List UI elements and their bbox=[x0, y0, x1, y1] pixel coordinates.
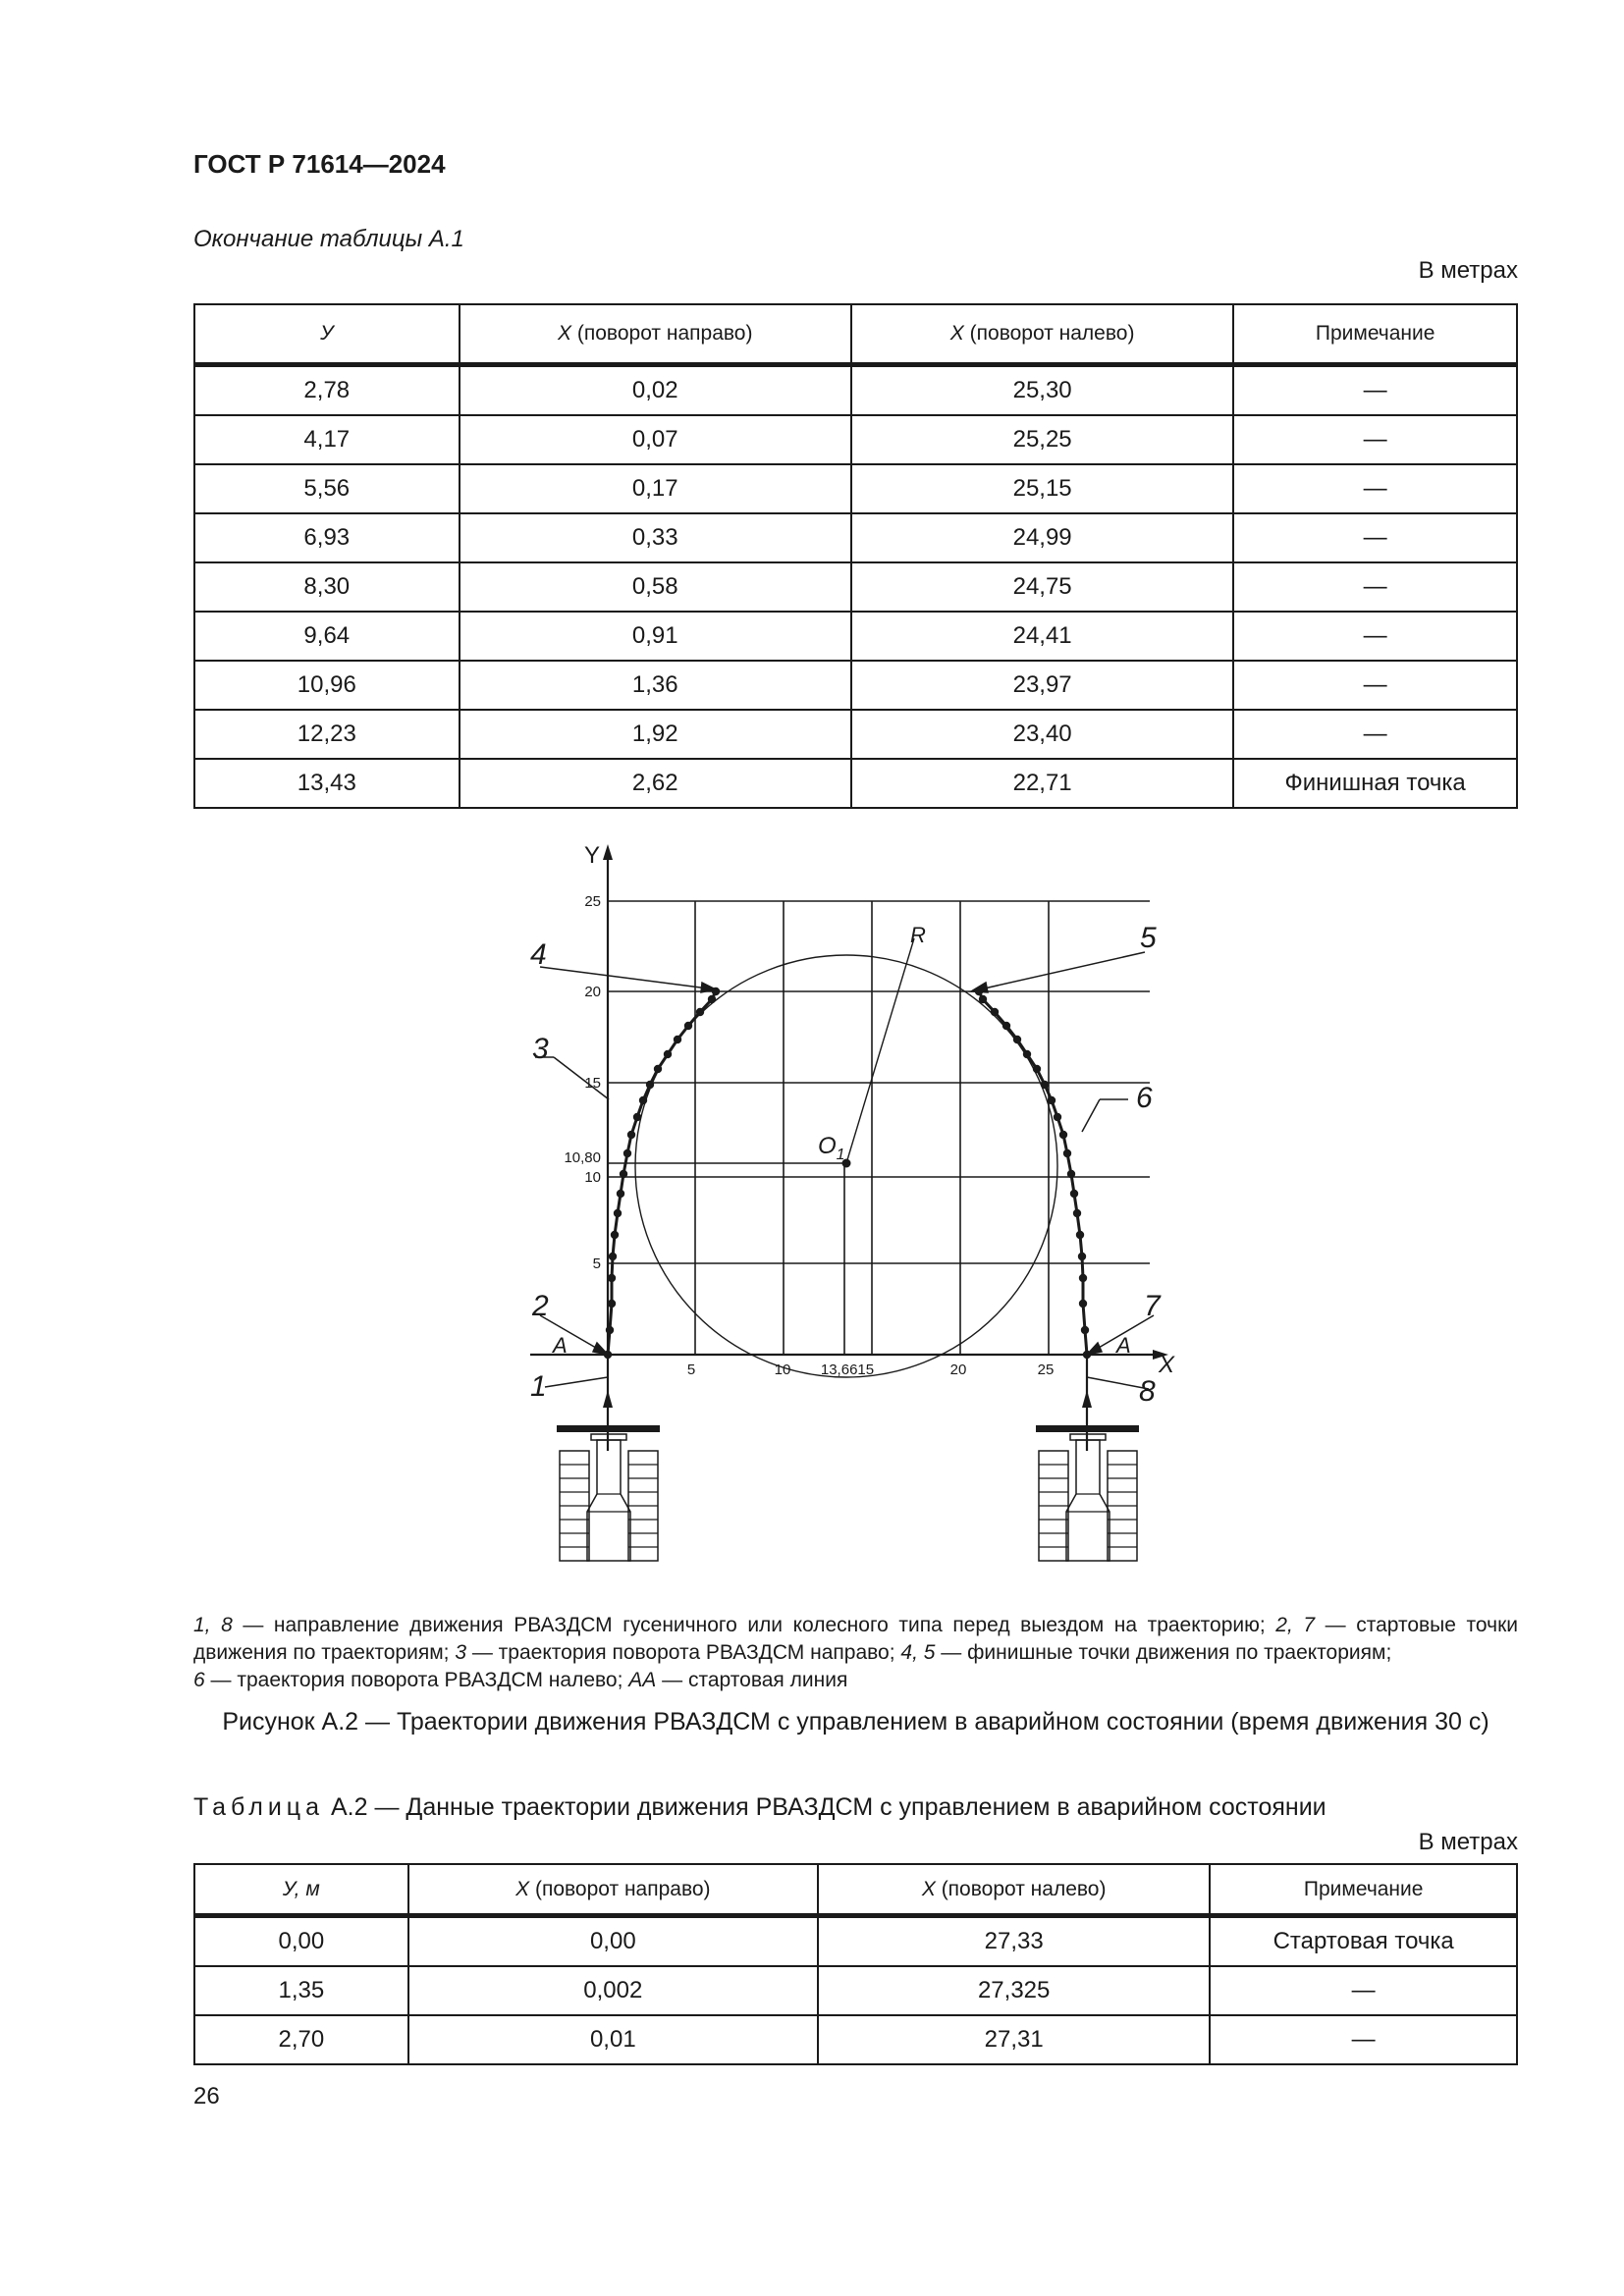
table-cell: — bbox=[1233, 562, 1517, 612]
table-cell: 25,15 bbox=[851, 464, 1233, 513]
callout-4: 4 bbox=[530, 938, 547, 971]
table-cell: 23,40 bbox=[851, 710, 1233, 759]
table-cell: 8,30 bbox=[194, 562, 460, 612]
table-row bbox=[194, 661, 1517, 710]
start-line-label-right: A bbox=[1116, 1333, 1131, 1358]
trajectory-point bbox=[1079, 1300, 1087, 1308]
table-row bbox=[194, 759, 1517, 808]
figure-caption: Рисунок А.2 — Траектории движения РВАЗДСМ с управлением в аварийном состоянии (время движения 30 с) bbox=[222, 1708, 1489, 1735]
callout-7: 7 bbox=[1144, 1290, 1161, 1322]
table2-units: В метрах bbox=[1418, 1829, 1518, 1855]
callout-3: 3 bbox=[532, 1033, 549, 1065]
trajectory-point bbox=[654, 1065, 662, 1073]
callout-6: 6 bbox=[1136, 1082, 1153, 1114]
trajectory-point bbox=[617, 1190, 624, 1198]
trajectory-point bbox=[627, 1131, 635, 1139]
trajectory-point bbox=[1067, 1170, 1075, 1178]
table-cell: 0,02 bbox=[460, 365, 851, 416]
y-tick-5: 5 bbox=[592, 1255, 601, 1272]
table2-title: Таблица А.2 — Данные траектории движения РВАЗДСМ с управлением в аварийном состоянии bbox=[193, 1793, 1326, 1821]
trajectory-point bbox=[606, 1326, 614, 1334]
table-cell: 22,71 bbox=[851, 759, 1233, 808]
radius-label: R bbox=[910, 923, 926, 947]
table-cell: — bbox=[1233, 710, 1517, 759]
trajectory-point bbox=[1070, 1190, 1078, 1198]
trajectory-point bbox=[664, 1050, 672, 1058]
trajectory-point bbox=[1023, 1050, 1031, 1058]
table-cell: 0,33 bbox=[460, 513, 851, 562]
table-row bbox=[194, 612, 1517, 661]
figure-legend: 1, 8 — направление движения РВАЗДСМ гусеничного или колесного типа перед выездом на траекторию; 2, 7 — стартовые точки движения по траекториям; 3 — траектория поворота РВАЗДСМ направо; 4, 5 — финишные точки движения по траекториям; 6 — траектория поворота РВАЗДСМ налево; АА — стартовая линия bbox=[193, 1614, 1518, 1691]
trajectory-point bbox=[1041, 1081, 1049, 1089]
y-axis-label: Y bbox=[584, 842, 601, 869]
col-header-note: Примечание bbox=[1233, 304, 1517, 365]
table-cell: 27,33 bbox=[818, 1916, 1210, 1967]
table-cell: 12,23 bbox=[194, 710, 460, 759]
trajectory-point bbox=[1048, 1096, 1056, 1104]
trajectory-point bbox=[991, 1008, 999, 1016]
col-header-y: У bbox=[194, 304, 460, 365]
table-row bbox=[194, 2015, 1517, 2064]
trajectory-point bbox=[609, 1253, 617, 1260]
trajectory-point bbox=[639, 1096, 647, 1104]
y-tick-10-80: 10,80 bbox=[564, 1149, 601, 1166]
table-cell: Финишная точка bbox=[1233, 759, 1517, 808]
trajectory-figure bbox=[511, 834, 1218, 1571]
trajectory-point bbox=[696, 1008, 704, 1016]
table-cell: 2,62 bbox=[460, 759, 851, 808]
table-cell: 13,43 bbox=[194, 759, 460, 808]
x-axis-label: X bbox=[1159, 1352, 1175, 1378]
trajectory-point bbox=[1002, 1022, 1010, 1030]
table-row bbox=[194, 365, 1517, 416]
table-cell: 2,78 bbox=[194, 365, 460, 416]
trajectory-point bbox=[633, 1113, 641, 1121]
table-row bbox=[194, 1916, 1517, 1967]
table-cell: 24,99 bbox=[851, 513, 1233, 562]
col-header-x-right: X (поворот направо) bbox=[408, 1864, 818, 1916]
table-cell: 0,91 bbox=[460, 612, 851, 661]
table-cell: 24,75 bbox=[851, 562, 1233, 612]
table-row bbox=[194, 415, 1517, 464]
table1-units: В метрах bbox=[1418, 257, 1518, 284]
table-cell: 23,97 bbox=[851, 661, 1233, 710]
table-row bbox=[194, 562, 1517, 612]
y-tick-10: 10 bbox=[584, 1169, 601, 1186]
table-row bbox=[194, 513, 1517, 562]
trajectory-point bbox=[1013, 1036, 1021, 1043]
table-cell: — bbox=[1233, 365, 1517, 416]
trajectory-point bbox=[708, 995, 716, 1003]
table-cell: 27,325 bbox=[818, 1966, 1210, 2015]
trajectory-point bbox=[674, 1036, 681, 1043]
trajectory-point bbox=[614, 1209, 622, 1217]
trajectory-point bbox=[608, 1300, 616, 1308]
table-cell: 25,30 bbox=[851, 365, 1233, 416]
table-cell: — bbox=[1233, 661, 1517, 710]
table-cell: 0,00 bbox=[408, 1916, 818, 1967]
table-a2 bbox=[193, 1863, 1518, 2065]
table-cell: 25,25 bbox=[851, 415, 1233, 464]
table-cell: 4,17 bbox=[194, 415, 460, 464]
callout-5: 5 bbox=[1140, 922, 1157, 954]
col-header-x-left: X (поворот налево) bbox=[851, 304, 1233, 365]
trajectory-point bbox=[623, 1149, 631, 1157]
trajectory-point bbox=[620, 1170, 627, 1178]
trajectory-point bbox=[1054, 1113, 1061, 1121]
page-number: 26 bbox=[193, 2083, 220, 2109]
col-header-y: У, м bbox=[194, 1864, 408, 1916]
table-cell: 0,58 bbox=[460, 562, 851, 612]
table-header-row bbox=[194, 1864, 1517, 1916]
trajectory-curves bbox=[604, 988, 1091, 1359]
trajectory-point bbox=[608, 1274, 616, 1282]
table-cell: 0,00 bbox=[194, 1916, 408, 1967]
table-cell: 2,70 bbox=[194, 2015, 408, 2064]
table-cell: 1,92 bbox=[460, 710, 851, 759]
start-line-label-left: A bbox=[553, 1333, 568, 1358]
callout-2: 2 bbox=[532, 1290, 549, 1322]
trajectory-point bbox=[979, 995, 987, 1003]
table-row bbox=[194, 1966, 1517, 2015]
col-header-x-left: X (поворот налево) bbox=[818, 1864, 1210, 1916]
table-cell: 10,96 bbox=[194, 661, 460, 710]
axes bbox=[530, 844, 1168, 1451]
trajectory-point bbox=[1063, 1149, 1071, 1157]
table-continuation-label: Окончание таблицы А.1 bbox=[193, 226, 464, 252]
table-cell: 24,41 bbox=[851, 612, 1233, 661]
trajectory-point bbox=[611, 1231, 619, 1239]
table-cell: 0,07 bbox=[460, 415, 851, 464]
table-cell: 6,93 bbox=[194, 513, 460, 562]
trajectory-point bbox=[1073, 1209, 1081, 1217]
trajectory-point bbox=[1078, 1253, 1086, 1260]
trajectory-point bbox=[1076, 1231, 1084, 1239]
table-cell: — bbox=[1233, 415, 1517, 464]
callout-8: 8 bbox=[1139, 1375, 1156, 1408]
x-tick-10: 10 bbox=[774, 1362, 791, 1378]
table-cell: Стартовая точка bbox=[1210, 1916, 1517, 1967]
table-cell: — bbox=[1210, 2015, 1517, 2064]
trajectory-point bbox=[1079, 1274, 1087, 1282]
x-tick-25: 25 bbox=[1037, 1362, 1055, 1378]
table-cell: — bbox=[1233, 612, 1517, 661]
table-cell: — bbox=[1233, 464, 1517, 513]
x-tick-5: 5 bbox=[686, 1362, 696, 1378]
table-cell: 5,56 bbox=[194, 464, 460, 513]
x-tick-13-6615: 13,6615 bbox=[820, 1362, 875, 1378]
col-header-note: Примечание bbox=[1210, 1864, 1517, 1916]
trajectory-point bbox=[684, 1022, 692, 1030]
document-header: ГОСТ Р 71614—2024 bbox=[193, 149, 446, 179]
y-tick-20: 20 bbox=[584, 984, 601, 1000]
trajectory-point bbox=[1081, 1326, 1089, 1334]
col-header-x-right: X (поворот направо) bbox=[460, 304, 851, 365]
callout-1: 1 bbox=[530, 1370, 547, 1403]
table-cell: 0,17 bbox=[460, 464, 851, 513]
table-row bbox=[194, 464, 1517, 513]
table-cell: — bbox=[1210, 1966, 1517, 2015]
table-cell: 9,64 bbox=[194, 612, 460, 661]
trajectory-point bbox=[646, 1081, 654, 1089]
table-cell: 1,35 bbox=[194, 1966, 408, 2015]
center-label: $O_1$ bbox=[818, 1133, 845, 1163]
grid bbox=[608, 901, 1150, 1377]
table-cell: 0,01 bbox=[408, 2015, 818, 2064]
table-row bbox=[194, 710, 1517, 759]
trajectory-point bbox=[1059, 1131, 1067, 1139]
table-cell: 1,36 bbox=[460, 661, 851, 710]
table-cell: 0,002 bbox=[408, 1966, 818, 2015]
table-a1 bbox=[193, 303, 1518, 809]
x-tick-20: 20 bbox=[949, 1362, 967, 1378]
table-cell: — bbox=[1233, 513, 1517, 562]
table-cell: 27,31 bbox=[818, 2015, 1210, 2064]
y-tick-15: 15 bbox=[584, 1075, 601, 1092]
table-header-row bbox=[194, 304, 1517, 365]
trajectory-point bbox=[1033, 1065, 1041, 1073]
y-tick-25: 25 bbox=[584, 893, 601, 910]
